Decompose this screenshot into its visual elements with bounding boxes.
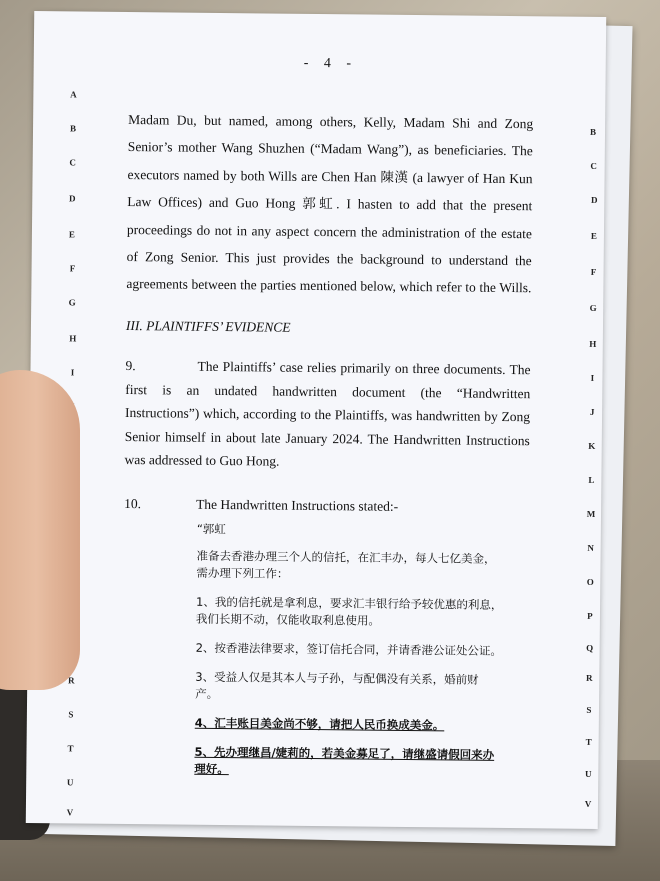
text-line: executors named by both Wills are Chen Han 陳漢 (a lawyer of Han Kun [127, 166, 533, 187]
margin-letter: L [588, 474, 595, 485]
handwritten-instructions-quote [194, 521, 527, 781]
text-line: Senior himself in about late January 2024. The Handwritten Instructions [124, 428, 530, 449]
quote-line: 准备去香港办理三个人的信托，在汇丰办，每人七亿美金， [196, 548, 496, 566]
margin-letter: R [67, 675, 75, 686]
margin-letter: E [590, 230, 597, 241]
paragraph-10 [124, 492, 529, 520]
hand-holding-paper [0, 370, 80, 690]
quote-line-underlined: 理好。 [194, 761, 229, 777]
margin-letter: U [585, 768, 592, 779]
margin-letter: Q [586, 642, 594, 653]
text-line: Law Offices) and Guo Hong 郭虹. I hasten to add that the present [127, 194, 533, 214]
margin-letter: I [590, 372, 595, 383]
margin-letter: E [68, 229, 75, 240]
margin-letter: G [589, 302, 597, 313]
margin-letter: B [589, 126, 597, 137]
margin-letter: C [69, 157, 76, 168]
margin-letter: D [69, 193, 76, 204]
text-line: The Handwritten Instructions stated:- [196, 496, 399, 514]
text-line: Instructions”) which, according to the Plaintiffs, was handwritten by Zong [124, 405, 531, 425]
margin-letter: J [589, 406, 595, 417]
margin-letter: V [584, 798, 592, 809]
text-line: proceedings do not in any aspect concern the administration of the estate [126, 221, 533, 241]
text-line: Madam Du, but named, among others, Kelly, Madam Shi and Zong [128, 112, 534, 132]
margin-letter: P [587, 610, 593, 621]
margin-letter: D [591, 194, 598, 205]
quote-line: 需办理下列工作： [196, 565, 289, 581]
margin-letter: F [590, 266, 597, 277]
quote-line: 2、按香港法律要求，签订信托合同，并请香港公证处公证。 [195, 640, 502, 658]
margin-letter: I [70, 367, 75, 378]
margin-letter: M [586, 508, 596, 519]
margin-letter: N [587, 542, 594, 553]
quote-line: 3、受益人仅是其本人与子孙，与配偶没有关系，婚前财 [195, 669, 479, 687]
margin-letter: B [69, 123, 77, 134]
margin-letter: C [590, 160, 597, 171]
margin-letter: R [586, 672, 593, 683]
paragraph-number: 10. [124, 495, 142, 512]
section-heading: III. PLAINTIFFS’ EVIDENCE [125, 318, 291, 335]
text-line: of Zong Senior. This just provides the background to understand the [126, 249, 532, 269]
text-line: first is an undated handwritten document (the “Handwritten [125, 381, 531, 401]
margin-letter: H [589, 338, 597, 349]
text-line: agreements between the parties mentioned below, which refer to the Wills. [126, 276, 532, 296]
quote-line: 我们长期不动，仅能收取利息使用。 [195, 611, 380, 628]
margin-letter: S [68, 709, 74, 720]
margin-letter: H [69, 333, 77, 344]
quote-salutation: “郭虹 [196, 521, 226, 537]
quote-line: 1、我的信托就是拿利息，要求汇丰银行给予较优惠的利息， [196, 594, 503, 612]
margin-letter: F [69, 263, 76, 274]
margin-letter: V [66, 807, 74, 818]
margin-letter: K [588, 440, 596, 451]
text-line: Senior’s mother Wang Shuzhen (“Madam Wang”), as beneficiaries. The [127, 139, 533, 159]
margin-letter: A [70, 89, 77, 100]
margin-letter: T [585, 736, 592, 747]
paragraph-9 [124, 354, 530, 476]
margin-letter: S [586, 704, 592, 715]
text-line: was addressed to Guo Hong. [124, 452, 280, 469]
quote-line-underlined: 4、汇丰账目美金尚不够，请把人民币换成美金。 [194, 715, 445, 733]
quote-line: 产。 [195, 686, 219, 701]
margin-letter: O [586, 576, 594, 587]
text-line: The Plaintiffs’ case relies primarily on three documents. The [197, 358, 531, 378]
intro-paragraph [126, 106, 533, 302]
paragraph-number: 9. [125, 358, 136, 374]
quote-line-underlined: 5、先办理继昌/婕莉的，若美金募足了，请继盛请假回来办 [194, 744, 495, 762]
margin-letter: G [68, 297, 76, 308]
margin-letter: T [67, 743, 74, 754]
document-page [26, 11, 606, 829]
margin-letter: U [66, 777, 74, 788]
page-number: - 4 - [303, 55, 358, 72]
